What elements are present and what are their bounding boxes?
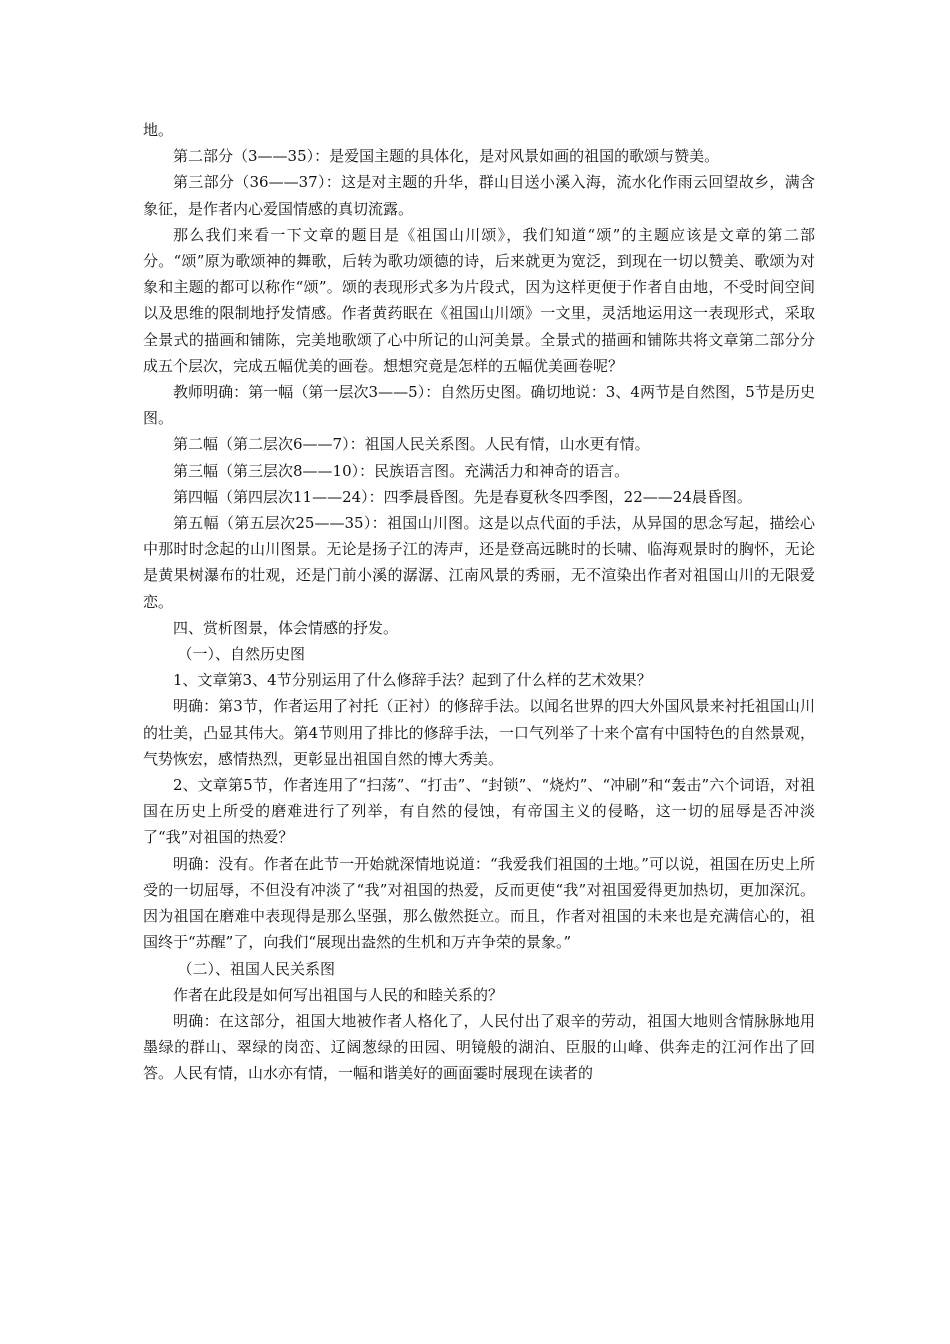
question-one: 1、文章第3、4节分别运用了什么修辞手法？起到了什么样的艺术效果？ [173,671,652,690]
paragraph-continuation: 地。 [143,121,174,139]
question-three: 作者在此段是如何写出祖国与人民的和睦关系的？ [173,985,504,1004]
section-heading-four: 四、赏析图景，体会情感的抒发。 [173,618,399,637]
paragraph-title-analysis: 那么我们来看一下文章的题目是《祖国山川颂》，我们知道“颂”的主题应该是文章的第二部分。“颂”原为歌颂神的舞歌，后转为歌功颂德的诗，后来就更为宽泛，到现在一切以赞美、歌颂为对象和主题的都可以称作“颂”。颂的表现形式多为片段式，因为这样更便于作者自由地，不受时间空间以及思维的限制地抒发情感。作者黄药眠在《祖国山川颂》一文里，灵活地运用这一表现形式，采取全景式的描画和铺陈，完美地歌颂了心中所记的山河美景。全景式的描画和铺陈共将文章第二部分分成五个层次，完成五幅优美的画卷。想想究竟是怎样的五幅优美画卷呢？ [143,225,815,375]
paragraph-part-two: 第二部分（3——35）：是爱国主题的具体化，是对风景如画的祖国的歌颂与赞美。 [173,147,720,166]
paragraph-picture-two: 第二幅（第二层次6——7）：祖国人民关系图。人民有情，山水更有情。 [173,435,650,454]
answer-three: 明确：在这部分，祖国大地被作者人格化了，人民付出了艰辛的劳动，祖国大地则含情脉脉地用墨绿的群山、翠绿的岗峦、辽阔葱绿的田园、明镜般的湖泊、臣服的山峰、供奔走的江河作出了回答。人民有情，山水亦有情，一幅和谐美好的画面霎时展现在读者的 [143,1011,815,1083]
answer-one: 明确：第3节，作者运用了衬托（正衬）的修辞手法。以闻名世界的四大外国风景来衬托祖国山川的壮美，凸显其伟大。第4节则用了排比的修辞手法，一口气列举了十来个富有中国特色的自然景观，气势恢宏，感情热烈，更彰显出祖国自然的博大秀美。 [143,697,815,768]
subsection-heading-two: （二）、祖国人民关系图 [177,959,336,978]
paragraph-picture-five: 第五幅（第五层次25——35）：祖国山川图。这是以点代面的手法，从异国的思念写起，描绘心中那时时念起的山川图景。无论是扬子江的涛声，还是登高远眺时的长啸、临海观景时的胸怀，无论是黄果树瀑布的壮观，还是门前小溪的潺潺、江南风景的秀丽，无不渲染出作者对祖国山川的无限爱恋。 [143,514,815,611]
paragraph-picture-three: 第三幅（第三层次8——10）：民族语言图。充满活力和神奇的语言。 [173,461,630,480]
paragraph-picture-one: 教师明确：第一幅（第一层次3——5）：自然历史图。确切地说：3、4两节是自然图，5节是历史图。 [143,383,815,428]
subsection-heading-one: （一）、自然历史图 [177,645,306,664]
paragraph-part-three: 第三部分（36——37）：这是对主题的升华，群山目送小溪入海，流水化作雨云回望故乡，满含象征，是作者内心爱国情感的真切流露。 [143,173,815,218]
question-two: 2、文章第5节，作者连用了“扫荡”、“打击”、“封锁”、“烧灼”、“冲刷”和“轰击”六个词语，对祖国在历史上所受的磨难进行了列举，有自然的侵蚀，有帝国主义的侵略，这一切的屈辱是否冲淡了“我”对祖国的热爱？ [143,776,815,847]
paragraph-picture-four: 第四幅（第四层次11——24）：四季晨昏图。先是春夏秋冬四季图，22——24晨昏图。 [173,487,752,506]
document-body [143,117,815,1087]
answer-two: 明确：没有。作者在此节一开始就深情地说道：“我爱我们祖国的土地。”可以说，祖国在历史上所受的一切屈辱，不但没有冲淡了“我”对祖国的热爱，反而更使“我”对祖国爱得更加热切，更加深沉。因为祖国在磨难中表现得是那么坚强，那么傲然挺立。而且，作者对祖国的未来也是充满信心的，祖国终于“苏醒”了，向我们“展现出盎然的生机和万卉争荣的景象。” [143,854,815,952]
